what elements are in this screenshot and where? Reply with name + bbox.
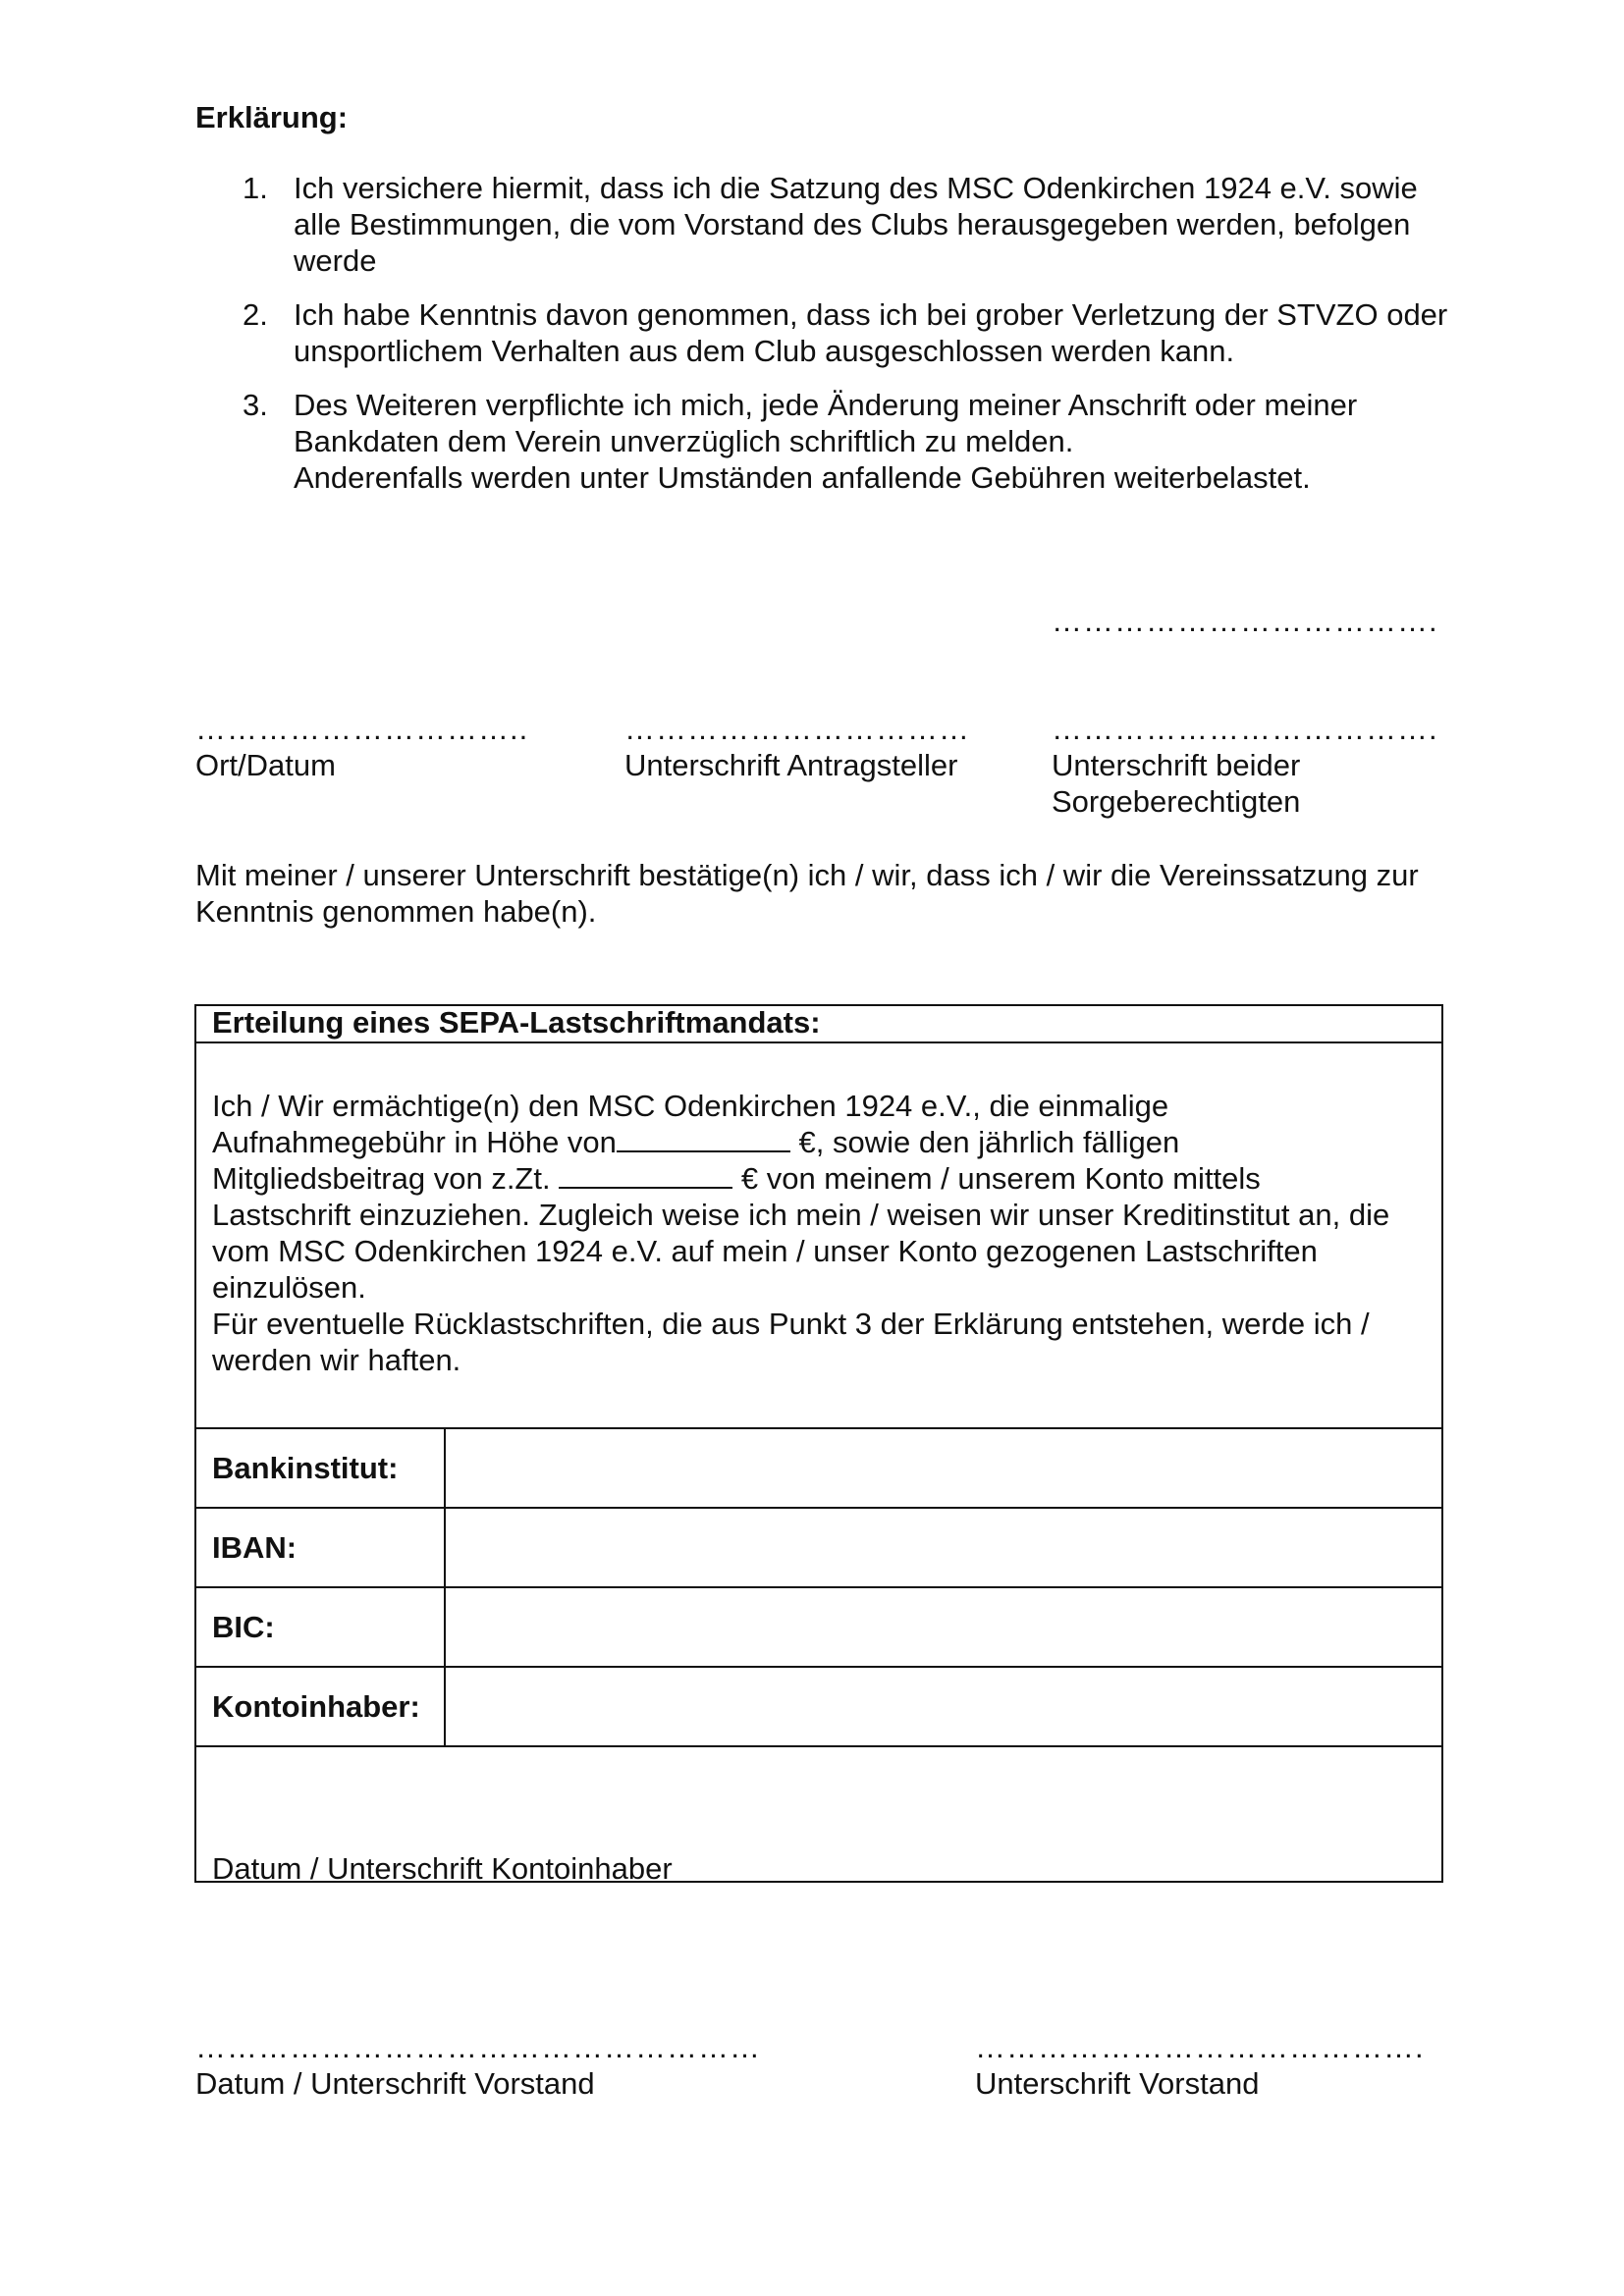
item-text: Ich habe Kenntnis davon genommen, dass ich bei grober Verletzung der STVZO oder unsportlichem Verhalten aus dem Club ausgeschlossen werden kann. — [294, 297, 1448, 368]
board-signature-right — [975, 2029, 1425, 2102]
signature-line[interactable]: ………………………….. — [195, 712, 529, 746]
sepa-fee-line — [212, 1124, 1426, 1160]
item-number: 1. — [243, 171, 268, 205]
sepa-text-liability: Für eventuelle Rücklastschriften, die aus Punkt 3 der Erklärung entstehen, werde ich / werden wir haften. — [212, 1307, 1370, 1377]
field-label: BIC: — [196, 1588, 446, 1666]
item-number: 2. — [243, 297, 268, 332]
field-row-bic — [196, 1588, 1441, 1668]
bic-field[interactable] — [446, 1588, 1441, 1666]
bank-institute-field[interactable] — [446, 1429, 1441, 1507]
signature-label-2: Sorgeberechtigten — [1052, 784, 1301, 819]
signature-label: Datum / Unterschrift Vorstand — [195, 2066, 595, 2101]
field-row-kontoinhaber — [196, 1668, 1441, 1747]
account-holder-signature-area[interactable] — [196, 1747, 1441, 1904]
signature-label: Unterschrift Antragsteller — [624, 748, 958, 782]
sepa-title: Erteilung eines SEPA-Lastschriftmandats: — [196, 1006, 1441, 1043]
sepa-authorization-text — [196, 1043, 1441, 1429]
signature-label: Unterschrift beider — [1052, 748, 1301, 782]
declaration-item-1 — [195, 170, 1462, 279]
declaration-item-3 — [195, 387, 1462, 496]
declaration-item-2 — [195, 296, 1462, 369]
signature-line[interactable]: ………………………………. — [1052, 712, 1438, 746]
signature-line[interactable]: …………………………… — [624, 712, 970, 746]
declaration-list — [195, 170, 1462, 513]
field-row-bankinstitut — [196, 1429, 1441, 1509]
signature-sorgeberechtigte — [1052, 711, 1438, 820]
board-signature-left — [195, 2029, 761, 2102]
field-row-iban — [196, 1509, 1441, 1588]
sepa-text-line-1: Ich / Wir ermächtige(n) den MSC Odenkirchen 1924 e.V., die einmalige — [212, 1089, 1169, 1123]
signature-label: Ort/Datum — [195, 748, 336, 782]
field-label: IBAN: — [196, 1509, 446, 1586]
sepa-text-debit: Lastschrift einzuziehen. Zugleich weise ich mein / weisen wir unser Kreditinstitut an, die vom MSC Odenkirchen 1924 e.V. auf mein / unser Konto gezogenen Lastschriften einzulösen. — [212, 1198, 1390, 1305]
sepa-fee-label: Aufnahmegebühr in Höhe von — [212, 1125, 617, 1159]
signature-antragsteller — [624, 711, 970, 783]
signature-line[interactable]: ……………………………………………… — [195, 2030, 761, 2064]
item-text-continuation: Anderenfalls werden unter Umständen anfallende Gebühren weiterbelastet. — [294, 460, 1311, 495]
signature-label: Unterschrift Vorstand — [975, 2066, 1260, 2101]
admission-fee-blank[interactable] — [617, 1125, 790, 1152]
declaration-heading: Erklärung: — [195, 100, 349, 134]
account-holder-field[interactable] — [446, 1668, 1441, 1745]
item-number: 3. — [243, 388, 268, 422]
confirmation-text: Mit meiner / unserer Unterschrift bestätige(n) ich / wir, dass ich / wir die Vereinssatzung zur Kenntnis genommen habe(n). — [195, 858, 1419, 929]
sepa-dues-line — [212, 1160, 1426, 1197]
signature-label: Datum / Unterschrift Kontoinhaber — [212, 1851, 673, 1886]
field-label: Kontoinhaber: — [196, 1668, 446, 1745]
signature-ort-datum — [195, 711, 528, 783]
item-text: Des Weiteren verpflichte ich mich, jede Änderung meiner Anschrift oder meiner Bankdaten dem Verein unverzüglich schriftlich zu melden. — [294, 388, 1358, 458]
extra-signature-line[interactable]: ………………………………. — [1052, 604, 1438, 638]
sepa-dues-suffix: € von meinem / unserem Konto mittels — [740, 1161, 1261, 1196]
item-text: Ich versichere hiermit, dass ich die Satzung des MSC Odenkirchen 1924 e.V. sowie alle Bestimmungen, die vom Vorstand des Clubs herausgegeben werden, befolgen werde — [294, 171, 1418, 278]
iban-field[interactable] — [446, 1509, 1441, 1586]
sepa-dues-label: Mitgliedsbeitrag von z.Zt. — [212, 1161, 551, 1196]
sepa-fee-suffix: €, sowie den jährlich fälligen — [798, 1125, 1180, 1159]
signature-line[interactable]: ……………………………………. — [975, 2030, 1425, 2064]
sepa-mandate-box — [194, 1004, 1443, 1886]
membership-dues-blank[interactable] — [559, 1161, 732, 1189]
field-label: Bankinstitut: — [196, 1429, 446, 1507]
